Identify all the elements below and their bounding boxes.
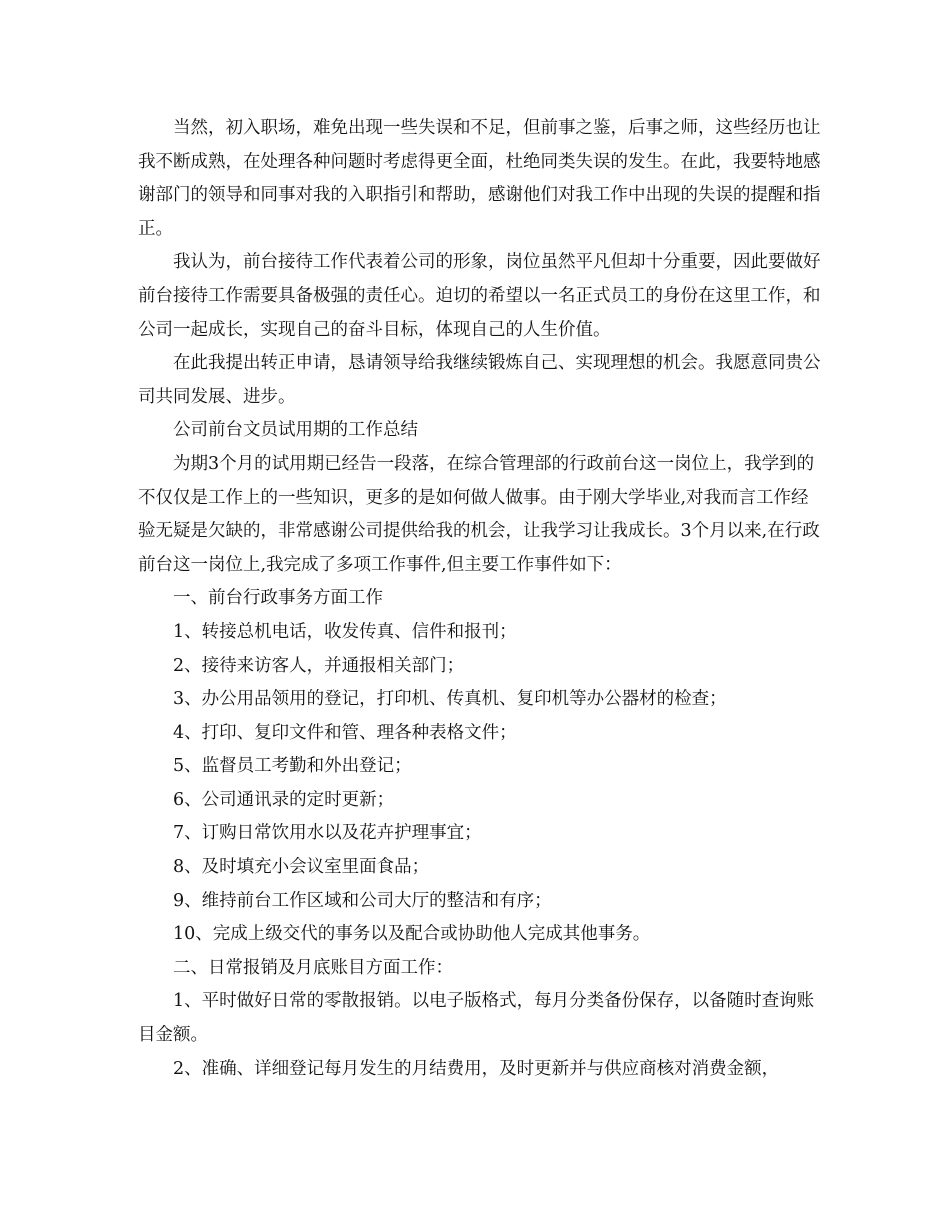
list-item: 8、及时填充小会议室里面食品； [173,857,430,878]
list-item: 10、完成上级交代的事务以及配合或协助他人完成其他事务。 [173,924,651,945]
list-item: 5、监督员工考勤和外出登记； [173,756,412,777]
paragraph-promotion-request: 在此我提出转正申请，恳请领导给我继续锻炼自己、实现理想的机会。我愿意同贵公司共同发展、进步。 [138,353,821,407]
list-item: 2、接待来访客人，并通报相关部门； [173,655,465,676]
section-title: 公司前台文员试用期的工作总结 [173,420,418,441]
heading-reimbursement: 二、日常报销及月底账目方面工作： [173,957,453,978]
paragraph-probation-summary: 为期3个月的试用期已经告一段落，在综合管理部的行政前台这一岗位上，我学到的不仅仅是工作上的一些知识，更多的是如何做人做事。由于刚大学毕业,对我而言工作经验无疑是欠缺的，非常感谢公司提供给我的机会，让我学习让我成长。3个月以来,在行政前台这一岗位上,我完成了多项工作事件,但主要工作事件如下： [138,453,820,575]
list-item: 2、准确、详细登记每月发生的月结费用，及时更新并与供应商核对消费金额， [173,1058,780,1079]
list-item: 1、平时做好日常的零散报销。以电子版格式，每月分类备份保存，以备随时查询账目金额。 [138,991,815,1046]
paragraph-reception-responsibility: 我认为，前台接待工作代表着公司的形象，岗位虽然平凡但却十分重要，因此要做好前台接待工作需要具备极强的责任心。迫切的希望以一名正式员工的身份在这里工作，和公司一起成长，实现自己的奋斗目标，体现自己的人生价值。 [138,252,821,340]
paragraph-mistakes-gratitude: 当然，初入职场，难免出现一些失误和不足，但前事之鉴，后事之师，这些经历也让我不断成熟，在处理各种问题时考虑得更全面，杜绝同类失误的发生。在此，我要特地感谢部门的领导和同事对我的入职指引和帮助，感谢他们对我工作中出现的失误的提醒和指正。 [138,118,821,239]
list-item: 3、办公用品领用的登记，打印机、传真机、复印机等办公器材的检查； [173,689,727,710]
list-item: 7、订购日常饮用水以及花卉护理事宜； [173,823,482,844]
heading-front-desk-admin: 一、前台行政事务方面工作 [173,588,383,609]
document-body [138,112,826,1086]
list-item: 4、打印、复印文件和管、理各种表格文件； [173,722,517,743]
list-item: 9、维持前台工作区域和公司大厅的整洁和有序； [173,890,552,911]
list-item: 1、转接总机电话，收发传真、信件和报刊； [173,621,517,642]
list-item: 6、公司通讯录的定时更新； [173,789,395,810]
